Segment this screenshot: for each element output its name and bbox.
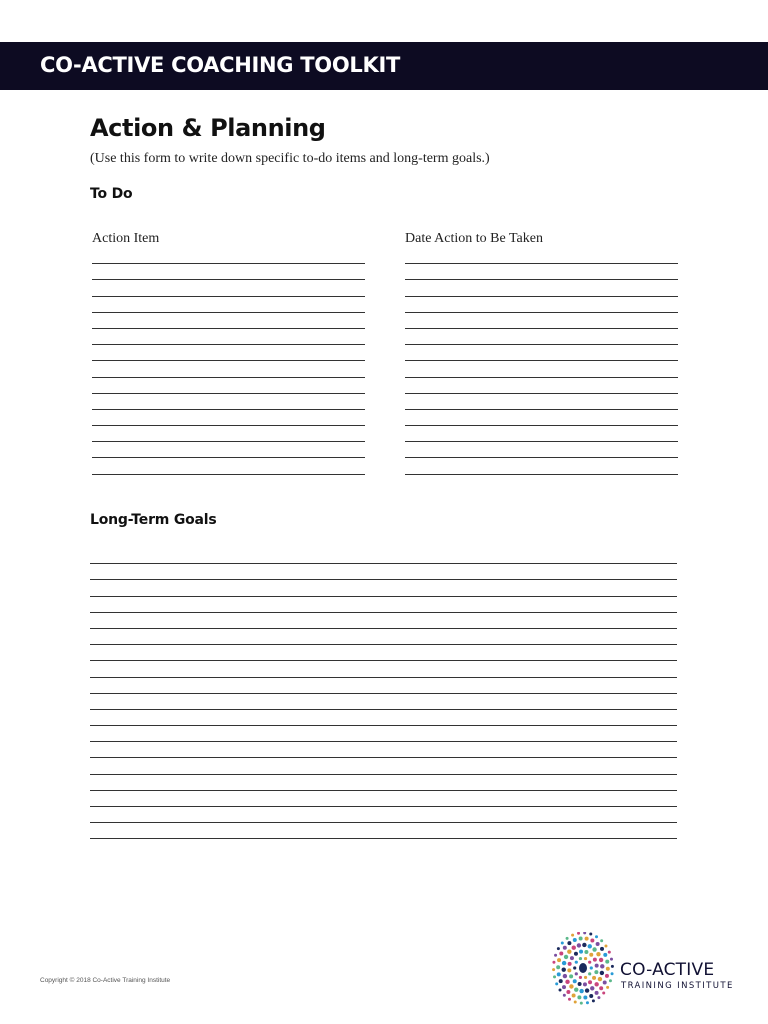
logo-dot <box>571 934 574 937</box>
logo-dot <box>557 947 560 950</box>
logo-dot <box>596 952 600 956</box>
logo-dot <box>599 986 603 990</box>
logo-dot <box>584 976 587 979</box>
logo-dot <box>600 964 604 968</box>
goal-line[interactable] <box>90 694 677 710</box>
action-item-line[interactable] <box>92 264 365 280</box>
logo-dot <box>573 938 577 942</box>
logo-dot <box>602 992 605 995</box>
logo-dot <box>559 989 562 992</box>
logo-dot <box>606 986 609 989</box>
logo-dot <box>600 947 604 951</box>
logo-dot <box>556 965 560 969</box>
logo-dot <box>600 971 604 975</box>
action-item-column-label: Action Item <box>92 231 160 246</box>
logo-dot <box>573 979 577 983</box>
logo-dot <box>593 958 597 962</box>
logo-dot <box>606 967 610 971</box>
logo-dot <box>563 994 566 997</box>
logo-dot <box>573 966 576 969</box>
logo-subtitle: TRAINING INSTITUTE <box>621 981 734 991</box>
action-item-line[interactable] <box>92 458 365 474</box>
page-subtitle: (Use this form to write down specific to-do items and long-term goals.) <box>90 151 490 166</box>
date-line[interactable] <box>405 264 678 280</box>
logo-dot <box>582 943 586 947</box>
logo-core <box>579 963 587 973</box>
long-term-goals-heading: Long-Term Goals <box>90 512 217 528</box>
logo-dot <box>589 933 592 936</box>
header-bar <box>0 42 768 90</box>
goal-line[interactable] <box>90 645 677 661</box>
goal-line[interactable] <box>90 597 677 613</box>
logo-dot <box>562 985 566 989</box>
date-line[interactable] <box>405 361 678 377</box>
logo-dot <box>600 939 603 942</box>
logo-dot <box>577 932 580 935</box>
logo-dot <box>611 965 614 968</box>
logo-dot <box>553 975 556 978</box>
logo-dot <box>597 996 600 999</box>
logo-dot <box>570 956 574 960</box>
logo-dot <box>594 970 598 974</box>
logo-dot <box>592 947 596 951</box>
logo-dot <box>583 996 587 1000</box>
logo-dot <box>586 1001 589 1004</box>
logo-dot <box>552 961 555 964</box>
action-item-line[interactable] <box>92 345 365 361</box>
logo-dot <box>596 942 600 946</box>
logo-dot <box>569 984 573 988</box>
goal-line[interactable] <box>90 742 677 758</box>
action-item-line[interactable] <box>92 248 365 264</box>
date-line[interactable] <box>405 426 678 442</box>
logo-dot <box>578 982 582 986</box>
logo-dot <box>594 982 598 986</box>
logo-dot <box>588 972 591 975</box>
logo-dot <box>564 955 568 959</box>
logo-dot <box>598 977 602 981</box>
logo-dot <box>575 961 578 964</box>
goal-line[interactable] <box>90 678 677 694</box>
logo-dot <box>605 974 609 978</box>
logo-dot <box>603 953 607 957</box>
logo-dot <box>577 943 581 947</box>
date-column-label: Date Action to Be Taken <box>405 231 543 246</box>
logo-dot <box>604 944 607 947</box>
logo-dot <box>559 952 563 956</box>
co-active-logo-icon <box>552 932 614 1008</box>
logo-dot <box>575 972 578 975</box>
copyright-notice: Copyright © 2018 Co-Active Training Institute <box>40 977 171 984</box>
goal-line[interactable] <box>90 726 677 742</box>
logo-dot <box>572 946 576 950</box>
action-item-line[interactable] <box>92 426 365 442</box>
logo-dot <box>574 1000 577 1003</box>
logo-dot <box>566 990 570 994</box>
logo-dot <box>568 962 572 966</box>
goal-line[interactable] <box>90 580 677 596</box>
date-line[interactable] <box>405 378 678 394</box>
logo-dot <box>555 982 558 985</box>
logo-dot <box>588 944 592 948</box>
goal-line[interactable] <box>90 613 677 629</box>
logo-dot <box>565 980 569 984</box>
logo-dot <box>585 988 589 992</box>
logo-dot <box>589 953 593 957</box>
logo-dot <box>567 949 571 953</box>
goal-line[interactable] <box>90 775 677 791</box>
logo-dot <box>603 980 607 984</box>
logo-dot <box>599 958 603 962</box>
long-term-goal-lines <box>90 548 677 839</box>
logo-dot <box>579 950 583 954</box>
action-item-line[interactable] <box>92 394 365 410</box>
logo-dot <box>585 937 589 941</box>
action-item-line[interactable] <box>92 280 365 296</box>
logo-dot <box>554 954 557 957</box>
logo-dot <box>579 957 582 960</box>
action-item-line[interactable] <box>92 361 365 377</box>
date-line[interactable] <box>405 280 678 296</box>
logo-dot <box>569 974 573 978</box>
logo-dot <box>595 964 599 968</box>
goal-line[interactable] <box>90 758 677 774</box>
logo-dot <box>583 982 587 986</box>
logo-dot <box>605 960 609 964</box>
logo-dot <box>563 946 567 950</box>
logo-dot <box>590 939 594 943</box>
goal-line[interactable] <box>90 710 677 726</box>
co-active-logo <box>552 932 742 1012</box>
page-title: Action & Planning <box>90 114 326 142</box>
logo-dot <box>590 986 594 990</box>
action-item-line[interactable] <box>92 378 365 394</box>
logo-dot <box>579 976 582 979</box>
logo-dot <box>567 968 571 972</box>
action-item-line[interactable] <box>92 442 365 458</box>
date-line[interactable] <box>405 410 678 426</box>
date-line[interactable] <box>405 297 678 313</box>
logo-dot <box>557 972 561 976</box>
logo-dot <box>592 999 595 1002</box>
logo-name: CO-ACTIVE <box>620 960 715 980</box>
logo-dot <box>580 1002 583 1005</box>
action-item-line[interactable] <box>92 410 365 426</box>
action-item-line[interactable] <box>92 329 365 345</box>
logo-dot <box>609 979 612 982</box>
action-item-lines <box>92 248 365 475</box>
logo-dot <box>592 976 596 980</box>
date-lines <box>405 248 678 475</box>
logo-dot <box>595 991 599 995</box>
date-line[interactable] <box>405 248 678 264</box>
logo-dot <box>583 932 586 934</box>
date-line[interactable] <box>405 394 678 410</box>
logo-dot <box>579 936 583 940</box>
date-line[interactable] <box>405 345 678 361</box>
goal-line[interactable] <box>90 791 677 807</box>
logo-dot <box>577 995 581 999</box>
todo-heading: To Do <box>90 186 133 202</box>
logo-dot <box>562 961 566 965</box>
action-item-line[interactable] <box>92 297 365 313</box>
logo-dot <box>552 968 555 971</box>
logo-dot <box>610 958 613 961</box>
goal-line[interactable] <box>90 548 677 564</box>
logo-dot <box>567 941 571 945</box>
logo-dot <box>589 994 593 998</box>
date-line[interactable] <box>405 313 678 329</box>
logo-dot <box>566 937 569 940</box>
goal-line[interactable] <box>90 564 677 580</box>
date-line[interactable] <box>405 458 678 474</box>
logo-dot <box>588 961 591 964</box>
logo-dot <box>563 974 567 978</box>
logo-dot <box>562 967 566 971</box>
logo-dot <box>595 935 598 938</box>
logo-dot <box>584 950 588 954</box>
logo-dot <box>611 972 614 975</box>
logo-dot <box>579 989 583 993</box>
logo-dot <box>588 980 592 984</box>
logo-dot <box>584 957 587 960</box>
goal-line[interactable] <box>90 823 677 839</box>
date-line[interactable] <box>405 329 678 345</box>
logo-dot <box>572 994 576 998</box>
logo-dot <box>557 958 561 962</box>
logo-dot <box>590 966 593 969</box>
logo-dot <box>561 941 564 944</box>
goal-line[interactable] <box>90 629 677 645</box>
goal-line[interactable] <box>90 807 677 823</box>
logo-dot <box>574 952 578 956</box>
logo-dot <box>608 951 611 954</box>
action-item-line[interactable] <box>92 313 365 329</box>
goal-line[interactable] <box>90 661 677 677</box>
logo-dot <box>559 979 563 983</box>
date-line[interactable] <box>405 442 678 458</box>
toolkit-title: CO-ACTIVE COACHING TOOLKIT <box>40 53 400 77</box>
logo-dot <box>574 987 578 991</box>
logo-dot <box>568 998 571 1001</box>
